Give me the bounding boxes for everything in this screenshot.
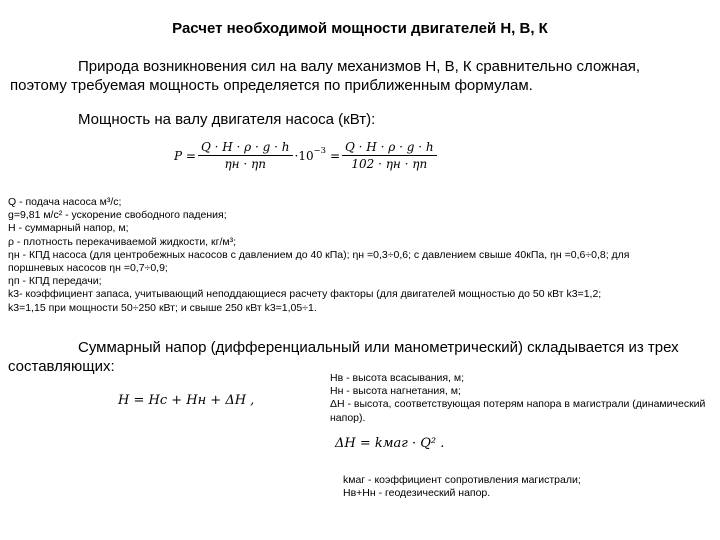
page-title: Расчет необходимой мощности двигателей Н, В, К (172, 20, 548, 37)
def-hn: Нн - высота нагнетания, м; (330, 385, 461, 398)
k-definitions (343, 474, 713, 500)
def-q: Q - подача насоса м³/с; (8, 196, 122, 208)
def-dh: ΔН - высота, соответствующая потерям напора в магистрали (динамический напор). (330, 398, 706, 424)
fraction-1 (198, 140, 293, 171)
def-eta-n-line1: ηн - КПД насоса (для центробежных насосов с давлением до 40 кПа); ηн =0,3÷0,6; с давлением свыше 40кПа, ηн =0,6÷0,8; для (8, 248, 630, 261)
formula-exponent: −3 (313, 144, 326, 155)
fraction-2-numerator: Q · H · ρ · g · h (342, 140, 437, 156)
definitions-list (8, 196, 714, 315)
head-definitions (330, 372, 710, 425)
def-hv: Нв - высота всасывания, м; (330, 372, 465, 384)
def-eta-p: ηп - КПД передачи; (8, 275, 102, 288)
def-k3-line1: k3- коэффициент запаса, учитывающий неподдающиеся расчету факторы (для двигателей мощностью до 50 кВт k3=1,2; (8, 288, 602, 301)
power-heading: Мощность на валу двигателя насоса (кВт): (78, 111, 376, 128)
intro-paragraph: Природа возникновения сил на валу механизмов Н, В, К сравнительно сложная, поэтому требуемая мощность определяется по приближенным формулам. (10, 58, 641, 94)
def-k3-line2: k3=1,15 при мощности 50÷250 кВт; и свыше 250 кВт k3=1,05÷1. (8, 301, 317, 314)
fraction-2-denominator: 102 · ηн · ηп (351, 157, 428, 171)
head-intro-paragraph: Суммарный напор (дифференциальный или манометрический) складывается из трех составляющих: (8, 339, 679, 375)
formula-equals: = (329, 148, 341, 163)
dh-formula: ΔH = kмаг · Q² . (335, 436, 445, 451)
fraction-1-numerator: Q · H · ρ · g · h (198, 140, 293, 156)
def-kmag: kмаг - коэффициент сопротивления магистрали; (343, 474, 581, 486)
def-eta-n-line2: поршневых насосов ηн =0,7÷0,9; (8, 262, 168, 275)
fraction-1-denominator: ηн · ηп (224, 157, 266, 171)
formula-multiplier: ·10 (294, 148, 314, 163)
def-geodetic-head: Нв+Нн - геодезический напор. (343, 487, 491, 500)
formula-lhs: P = (174, 148, 196, 163)
def-rho: ρ - плотность перекачиваемой жидкости, кг/м³; (8, 235, 236, 248)
def-g: g=9,81 м/с² - ускорение свободного падения; (8, 209, 227, 222)
fraction-2 (342, 140, 437, 171)
def-h: H - суммарный напор, м; (8, 222, 129, 235)
power-formula (174, 140, 439, 171)
head-formula: H = Hc + Hн + ΔH , (118, 393, 255, 408)
